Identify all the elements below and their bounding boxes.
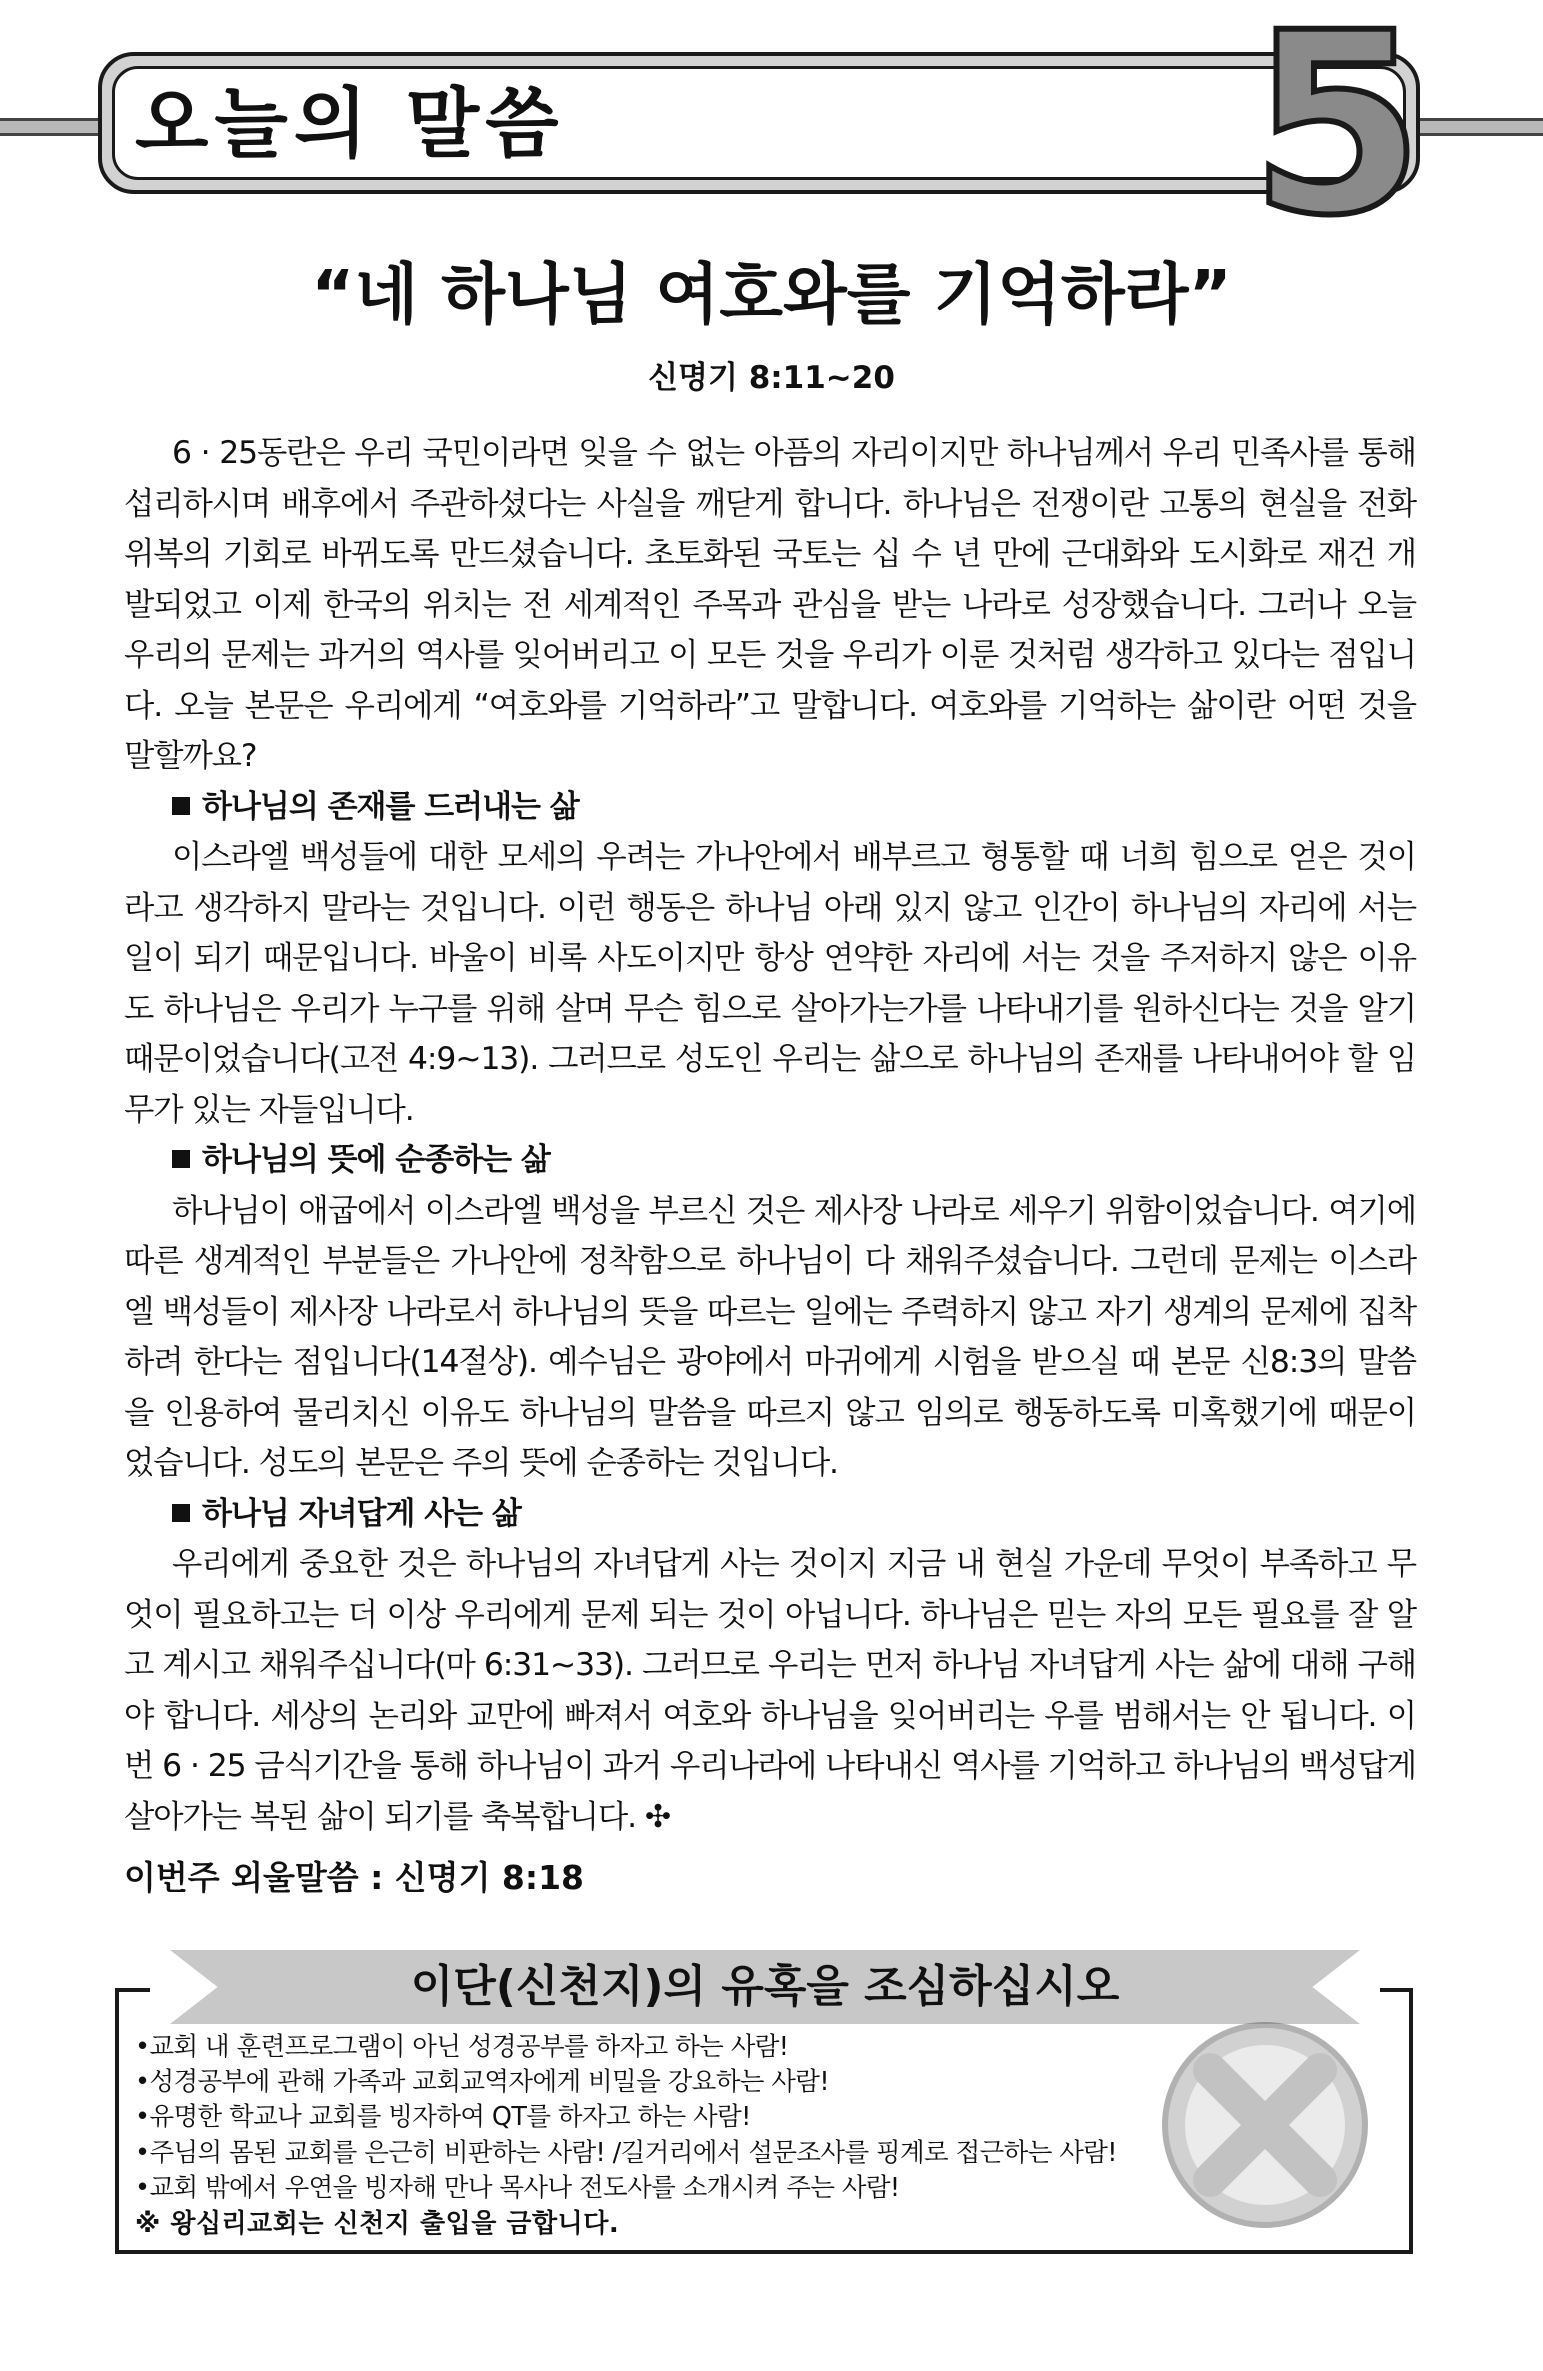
warning-list [135,2030,1395,2206]
section-heading-text: 하나님의 뜻에 순종하는 삶 [202,1142,550,1178]
warning-title: 이단(신천지)의 유혹을 조심하십시오 [410,1961,1120,2012]
warning-item: •유명한 학교나 교회를 빙자하여 QT를 하자고 하는 사람! [135,2102,751,2133]
square-bullet-icon [172,797,190,815]
scripture-reference: 신명기 8:11~20 [648,360,895,396]
section-heading [124,1135,1416,1186]
warning-note: ※ 왕십리교회는 신천지 출입을 금합니다. [135,2209,620,2239]
warning-item: •교회 내 훈련프로그램이 아닌 성경공부를 하자고 하는 사람! [135,2032,789,2062]
section-paragraph: 우리에게 중요한 것은 하나님의 자녀답게 사는 것이지 지금 내 현실 가운데 무엇이 부족하고 무엇이 필요하고는 더 이상 우리에게 문제 되는 것이 아닙니다. 하나님은 믿는 자의 모든 필요를 잘 알고 계시고 채워주십니다(마 6:31~33). 그러므로 우리는 먼저 하나님 자녀답게 사는 삶에 대해 구해야 합니다. 세상의 논리와 교만에 빠져서 여호와 하나님을 잊어버리는 우를 범해서는 안 됩니다. 이번 6 · 25 금식기간을 통해 하나님이 과거 우리나라에 나타내신 역사를 기억하고 하나님의 백성답게 살아가는 복된 삶이 되기를 축복합니다. ✣ [124,1546,1416,1835]
sermon-title: “네 하나님 여호와를 기억하라” [311,256,1232,333]
section-heading-text: 하나님 자녀답게 사는 삶 [202,1495,521,1532]
section-heading [124,1489,1416,1540]
square-bullet-icon [172,1504,190,1522]
section-heading-text: 하나님의 존재를 드러내는 삶 [202,788,579,825]
section-paragraph: 하나님이 애굽에서 이스라엘 백성을 부르신 것은 제사장 나라로 세우기 위함이었습니다. 여기에 따른 생계적인 부분들은 가나안에 정착함으로 하나님이 다 채워주셨습니다. 그런데 문제는 이스라엘 백성들이 제사장 나라로서 하나님의 뜻을 따르는 일에는 주력하지 않고 자기 생계의 문제에 집착하려 한다는 점입니다(14절상). 예수님은 광야에서 마귀에게 시험을 받으실 때 본문 신8:3의 말씀을 인용하여 물리치신 이유도 하나님의 말씀을 따르지 않고 임의로 행동하도록 미혹했기에 때문이었습니다. 성도의 본문은 주의 뜻에 순종하는 것입니다. [124,1192,1416,1481]
page-title: 오늘의 말씀 [135,79,565,168]
warning-item: •주님의 몸된 교회를 은근히 비판하는 사람! /길거리에서 설문조사를 핑계로 접근하는 사람! [135,2137,1117,2168]
sermon-body [124,428,1416,1842]
memory-verse: 이번주 외울말씀 : 신명기 8:18 [124,1858,585,1897]
section-paragraph: 이스라엘 백성들에 대한 모세의 우려는 가나안에서 배부르고 형통할 때 너희 힘으로 얻은 것이라고 생각하지 말라는 것입니다. 이런 행동은 하나님 아래 있지 않고 인간이 하나님의 자리에 서는 일이 되기 때문입니다. 바울이 비록 사도이지만 항상 연약한 자리에 서는 것을 주저하지 않은 이유도 하나님은 우리가 누구를 위해 살며 무슨 힘으로 살아가는가를 나타내기를 원하신다는 것을 알기 때문이었습니다(고전 4:9~13). 그러므로 성도인 우리는 삶으로 하나님의 존재를 나타내어야 할 임무가 있는 자들입니다. [124,839,1416,1128]
square-bullet-icon [172,1150,190,1168]
warning-item: •교회 밖에서 우연을 빙자해 만나 목사나 전도사를 소개시켜 주는 사람! [135,2172,900,2203]
page-number: 5 [1250,0,1424,270]
section-heading [124,782,1416,833]
sermon-intro: 6 · 25동란은 우리 국민이라면 잊을 수 없는 아픔의 자리이지만 하나님께서 우리 민족사를 통해 섭리하시며 배후에서 주관하셨다는 사실을 깨닫게 합니다. 하나님은 전쟁이란 고통의 현실을 전화위복의 기회로 바뀌도록 만드셨습니다. 초토화된 국토는 십 수 년 만에 근대화와 도시화로 재건 개발되었고 이제 한국의 위치는 전 세계적인 주목과 관심을 받는 나라로 성장했습니다. 그러나 오늘 우리의 문제는 과거의 역사를 잊어버리고 이 모든 것을 우리가 이룬 것처럼 생각하고 있다는 점입니다. 오늘 본문은 우리에게 “여호와를 기억하라”고 말합니다. 여호와를 기억하는 삶이란 어떤 것을 말할까요? [124,435,1416,774]
warning-item: •성경공부에 관해 가족과 교회교역자에게 비밀을 강요하는 사람! [135,2067,829,2098]
